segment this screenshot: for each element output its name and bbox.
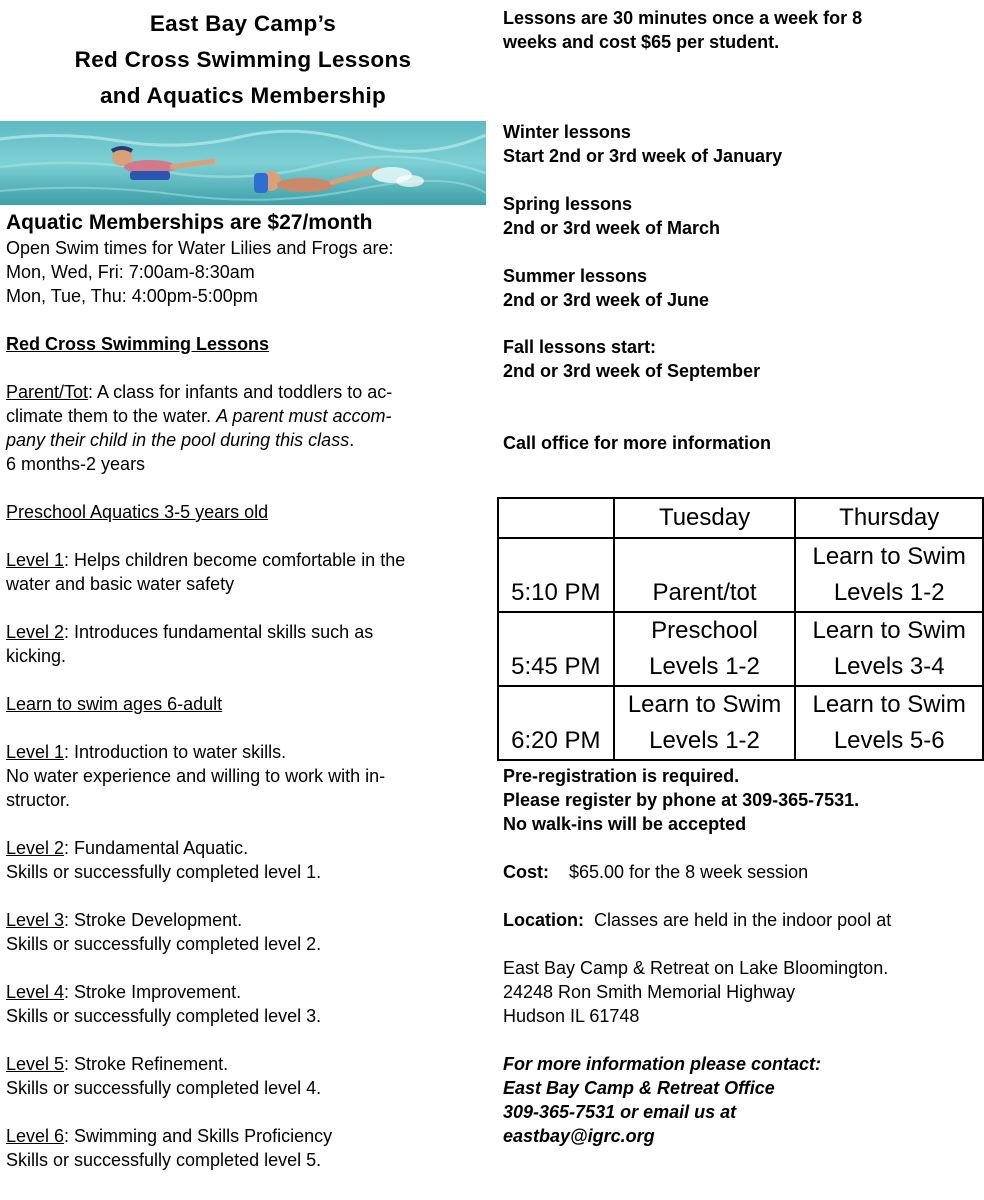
cost-line	[503, 860, 983, 884]
schedule-row	[498, 538, 983, 612]
parent-tot-note-cont: pany their child in the pool during this class	[6, 430, 350, 450]
registration-phone: Please register by phone at 309-365-7531.	[503, 790, 860, 810]
schedule-header-tuesday: Tuesday	[614, 498, 796, 538]
season-dates: 2nd or 3rd week of March	[503, 218, 721, 238]
season-dates: 2nd or 3rd week of September	[503, 361, 761, 381]
cell-line: Learn to Swim	[812, 691, 966, 718]
learn-level	[6, 1052, 486, 1100]
cell-line: Preschool	[651, 617, 758, 644]
address-line: 24248 Ron Smith Memorial Highway	[503, 982, 796, 1002]
address-line: East Bay Camp & Retreat on Lake Bloomington.	[503, 958, 889, 978]
cell-line: Learn to Swim	[812, 617, 966, 644]
registration-info	[503, 764, 983, 1148]
cell-line: Parent/tot	[652, 579, 757, 606]
level-desc-cont: No water experience and willing to work with in-	[6, 766, 386, 786]
season-name: Spring lessons	[503, 194, 633, 214]
title-line-1: East Bay Camp’s	[149, 11, 337, 36]
cost-value: $65.00 for the 8 week session	[569, 862, 809, 882]
level-desc-cont: Skills or successfully completed level 2.	[6, 934, 322, 954]
contact-line: For more information please contact:	[503, 1054, 822, 1074]
learn-level	[6, 836, 486, 884]
parent-tot-desc	[6, 380, 486, 476]
level-label: Level 2	[6, 838, 65, 858]
level-desc-cont: Skills or successfully completed level 4.	[6, 1078, 322, 1098]
level-desc: : Stroke Improvement.	[64, 982, 242, 1002]
schedule-header-thursday: Thursday	[795, 498, 983, 538]
level-desc: : Swimming and Skills Proficiency	[64, 1126, 333, 1146]
cell-line: Levels 1-2	[649, 727, 760, 754]
preschool-level	[6, 548, 486, 596]
membership-heading: Aquatic Memberships are $27/month	[6, 211, 373, 234]
location-value: Classes are held in the indoor pool at	[594, 910, 892, 930]
schedule-cell-tuesday	[614, 686, 796, 760]
schedule-time: 5:10 PM	[498, 538, 614, 612]
learn-level	[6, 980, 486, 1028]
left-body	[6, 210, 486, 1172]
call-office: Call office for more information	[503, 433, 772, 453]
season-summer	[503, 264, 983, 312]
preschool-level	[6, 620, 486, 668]
season-dates: 2nd or 3rd week of June	[503, 290, 710, 310]
lesson-intro	[503, 6, 983, 54]
season-name: Winter lessons	[503, 122, 631, 142]
cost-label: Cost:	[503, 862, 549, 882]
schedule-row	[498, 612, 983, 686]
level-desc-cont: kicking.	[6, 646, 67, 666]
cell-line: Levels 3-4	[833, 653, 945, 680]
preschool-heading: Preschool Aquatics 3-5 years old	[6, 502, 269, 522]
contact-email[interactable]: eastbay@igrc.org	[503, 1126, 655, 1146]
season-fall	[503, 335, 983, 383]
level-label: Level 3	[6, 910, 65, 930]
season-spring	[503, 192, 983, 240]
level-label: Level 6	[6, 1126, 65, 1146]
parent-tot-label: Parent/Tot	[6, 382, 89, 402]
schedule-header-blank	[498, 498, 614, 538]
parent-tot-period: .	[349, 430, 355, 450]
schedule-table	[497, 497, 984, 761]
level-desc-cont: Skills or successfully completed level 5.	[6, 1150, 322, 1170]
cell-line: Levels 1-2	[833, 579, 945, 606]
page-title	[0, 6, 486, 114]
schedule-cell-tuesday	[614, 612, 796, 686]
level-desc-cont: Skills or successfully completed level 3.	[6, 1006, 322, 1026]
address-line: Hudson IL 61748	[503, 1006, 640, 1026]
open-swim-time: Mon, Wed, Fri: 7:00am-8:30am	[6, 262, 255, 282]
schedule-time: 6:20 PM	[498, 686, 614, 760]
registration-line: No walk-ins will be accepted	[503, 814, 747, 834]
schedule-cell-tuesday	[614, 538, 796, 612]
level-desc: : Fundamental Aquatic.	[64, 838, 249, 858]
location-line	[503, 908, 983, 932]
level-desc-cont: Skills or successfully completed level 1.	[6, 862, 322, 882]
title-line-2: Red Cross Swimming Lessons	[74, 47, 412, 72]
level-desc-cont: structor.	[6, 790, 71, 810]
contact-line: East Bay Camp & Retreat Office	[503, 1078, 775, 1098]
registration-line: Pre-registration is required.	[503, 766, 740, 786]
level-desc: : Stroke Development.	[64, 910, 243, 930]
level-label: Level 2	[6, 622, 65, 642]
open-swim-intro: Open Swim times for Water Lilies and Frogs are:	[6, 238, 394, 258]
level-label: Level 1	[6, 742, 65, 762]
season-winter	[503, 120, 983, 168]
contact-phone: 309-365-7531 or email us at	[503, 1102, 737, 1122]
learn-level	[6, 740, 486, 812]
level-label: Level 4	[6, 982, 65, 1002]
cell-line: Levels 1-2	[649, 653, 760, 680]
level-desc: : Helps children become comfortable in the	[64, 550, 406, 570]
level-desc-cont: water and basic water safety	[6, 574, 235, 594]
cell-line: Learn to Swim	[812, 543, 966, 570]
learn-level	[6, 908, 486, 956]
learn-level	[6, 1124, 486, 1172]
season-dates: Start 2nd or 3rd week of January	[503, 146, 783, 166]
intro-line: weeks and cost $65 per student.	[503, 32, 780, 52]
schedule-header-row	[498, 498, 983, 538]
schedule-cell-thursday	[795, 538, 983, 612]
level-desc: : Introduces fundamental skills such as	[64, 622, 374, 642]
parent-tot-note: A parent must accom-	[216, 406, 392, 426]
level-desc: : Introduction to water skills.	[64, 742, 287, 762]
learn-heading: Learn to swim ages 6-adult	[6, 694, 223, 714]
season-name: Summer lessons	[503, 266, 648, 286]
title-line-3: and Aquatics Membership	[99, 83, 387, 108]
intro-line: Lessons are 30 minutes once a week for 8	[503, 8, 863, 28]
schedule-cell-thursday	[795, 612, 983, 686]
schedule-cell-thursday	[795, 686, 983, 760]
season-name: Fall lessons start:	[503, 337, 657, 357]
level-label: Level 1	[6, 550, 65, 570]
cell-line: Learn to Swim	[627, 691, 782, 718]
parent-tot-line-2: climate them to the water.	[6, 406, 217, 426]
level-desc: : Stroke Refinement.	[64, 1054, 229, 1074]
cell-line: Levels 5-6	[833, 727, 945, 754]
parent-tot-line-1: : A class for infants and toddlers to ac-	[88, 382, 393, 402]
schedule-time: 5:45 PM	[498, 612, 614, 686]
lessons-heading: Red Cross Swimming Lessons	[6, 334, 270, 354]
swimmers-photo	[0, 121, 486, 205]
open-swim-time: Mon, Tue, Thu: 4:00pm-5:00pm	[6, 286, 258, 306]
parent-tot-ages: 6 months-2 years	[6, 454, 146, 474]
level-label: Level 5	[6, 1054, 65, 1074]
schedule-row	[498, 686, 983, 760]
location-label: Location:	[503, 910, 584, 930]
